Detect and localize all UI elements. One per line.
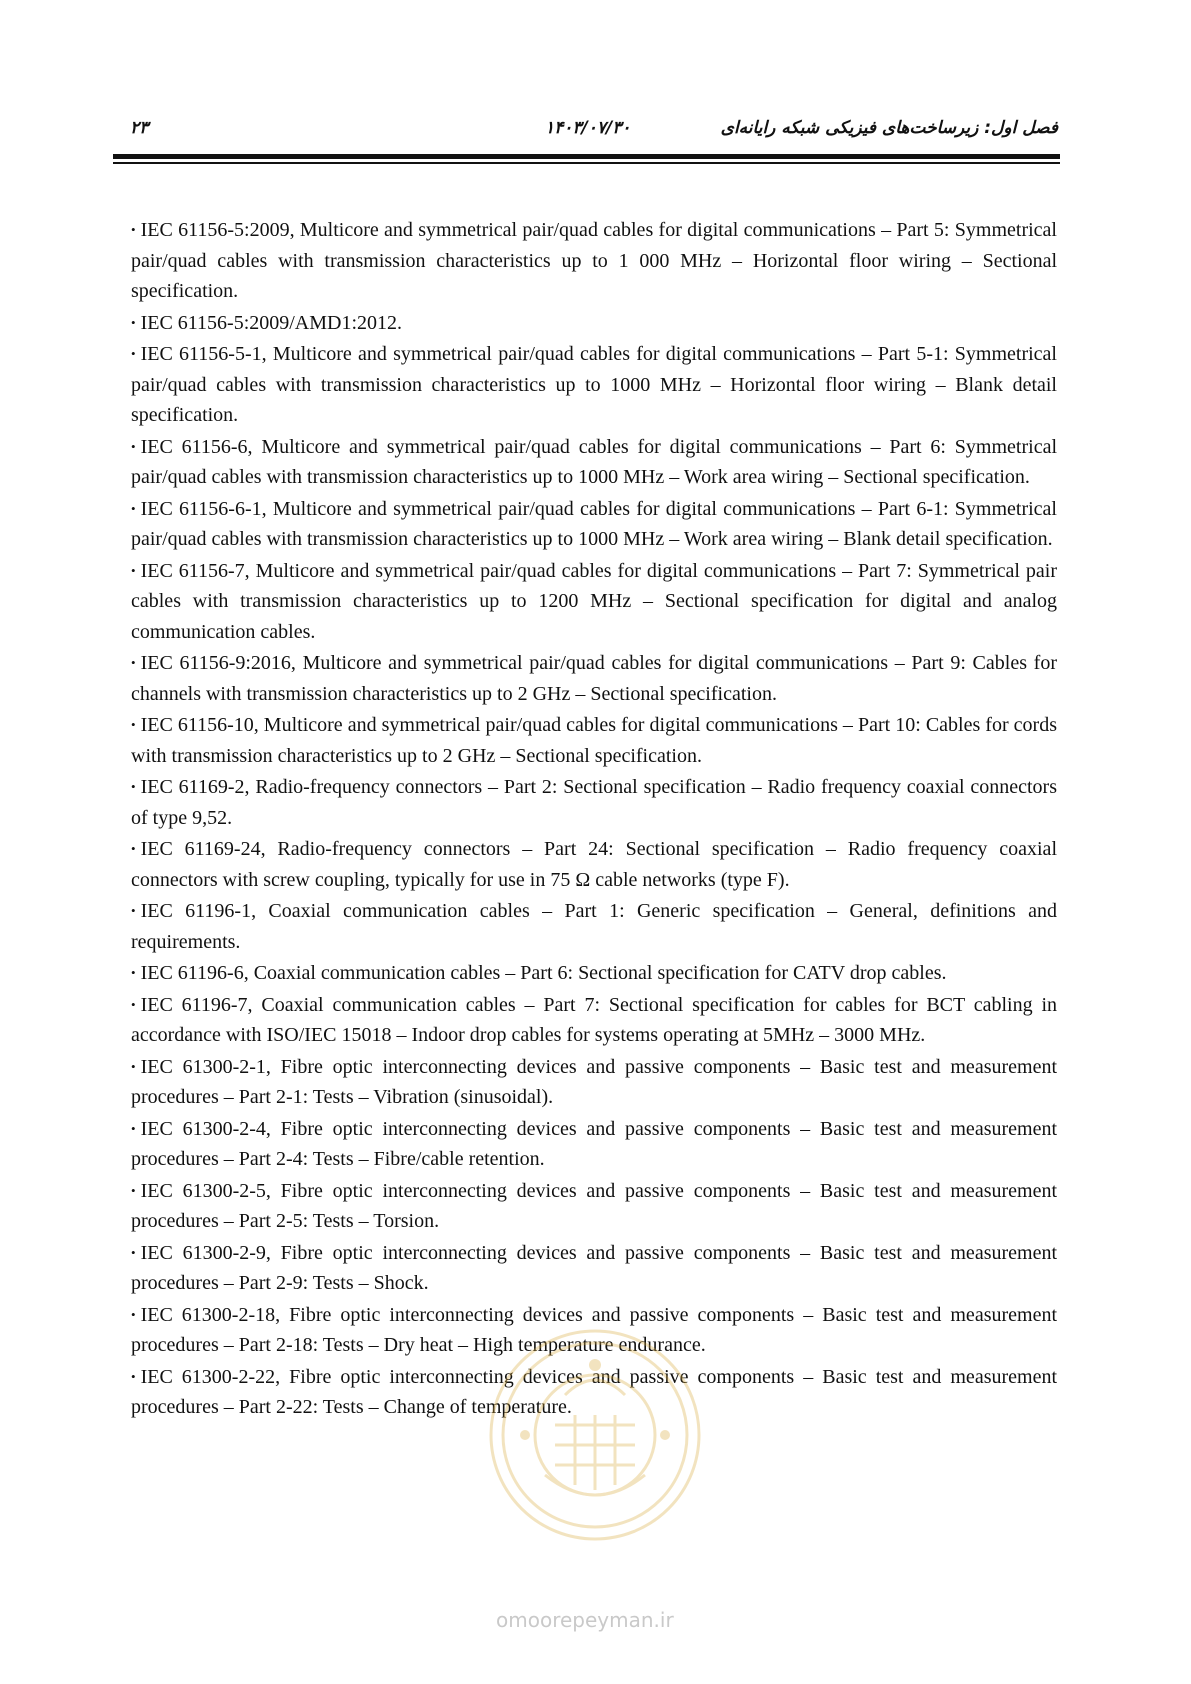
- list-item: [131, 432, 1057, 493]
- bullet-icon: •: [131, 996, 136, 1012]
- bullet-icon: •: [131, 1306, 136, 1322]
- list-item-text: IEC 61156-6-1, Multicore and symmetrical pair/quad cables for digital communications – Part 6-1: Symmetrical pair/quad cables with transmission characteristics up to 1000 MHz – Work area wiring – Blank detail specification.: [131, 497, 1057, 550]
- list-item: [131, 339, 1057, 431]
- header-date: ۱۴۰۳/۰۷/۳۰: [545, 118, 631, 138]
- list-item-text: IEC 61300-2-9, Fibre optic interconnecting devices and passive components – Basic test and measurement procedures – Part 2-9: Tests – Shock.: [131, 1241, 1057, 1294]
- list-item: [131, 958, 1057, 989]
- list-item: [131, 215, 1057, 307]
- bullet-icon: •: [131, 1182, 136, 1198]
- page-header: [120, 118, 1058, 148]
- list-item: [131, 772, 1057, 833]
- bullet-icon: •: [131, 1120, 136, 1136]
- bullet-icon: •: [131, 562, 136, 578]
- list-item-text: IEC 61156-7, Multicore and symmetrical pair/quad cables for digital communications – Part 7: Symmetrical pair cables with transmission characteristics up to 1200 MHz – Sectional specification for digital and analog communication cables.: [131, 559, 1057, 643]
- list-item: [131, 1300, 1057, 1361]
- list-item: [131, 834, 1057, 895]
- list-item-text: IEC 61300-2-5, Fibre optic interconnecting devices and passive components – Basic test and measurement procedures – Part 2-5: Tests – Torsion.: [131, 1179, 1057, 1232]
- bullet-icon: •: [131, 500, 136, 516]
- list-item-text: IEC 61156-6, Multicore and symmetrical pair/quad cables for digital communications – Part 6: Symmetrical pair/quad cables with transmission characteristics up to 1000 MHz – Work area wiring – Sectional specification.: [131, 435, 1057, 488]
- list-item: [131, 896, 1057, 957]
- bullet-icon: •: [131, 1058, 136, 1074]
- bullet-icon: •: [131, 779, 136, 794]
- list-item-text: IEC 61300-2-4, Fibre optic interconnecting devices and passive components – Basic test and measurement procedures – Part 2-4: Tests – Fibre/cable retention.: [131, 1117, 1057, 1170]
- list-item-text: IEC 61196-7, Coaxial communication cables – Part 7: Sectional specification for cables for BCT cabling in accordance with ISO/IEC 15018 – Indoor drop cables for systems operating at 5MHz – 3000 MHz.: [131, 993, 1057, 1046]
- chapter-title: فصل اول: زیرساخت‌های فیزیکی شبکه رایانه‌ای: [720, 118, 1058, 138]
- reference-list: [131, 215, 1057, 1424]
- header-rule-thick: [113, 154, 1060, 159]
- list-item-text: IEC 61169-24, Radio-frequency connectors – Part 24: Sectional specification – Radio frequency coaxial connectors with screw coupling, typically for use in 75 Ω cable networks (type F).: [131, 838, 1057, 891]
- list-item-text: IEC 61300-2-1, Fibre optic interconnecting devices and passive components – Basic test and measurement procedures – Part 2-1: Tests – Vibration (sinusoidal).: [131, 1055, 1057, 1108]
- bullet-icon: •: [131, 346, 136, 361]
- list-item: [131, 556, 1057, 648]
- bullet-icon: •: [131, 222, 136, 237]
- bullet-icon: •: [131, 655, 136, 670]
- bullet-icon: •: [131, 717, 136, 732]
- bullet-icon: •: [131, 965, 136, 980]
- list-item: [131, 1114, 1057, 1175]
- bullet-icon: •: [131, 841, 136, 856]
- list-item: [131, 1238, 1057, 1299]
- list-item-text: IEC 61156-10, Multicore and symmetrical pair/quad cables for digital communications – Part 10: Cables for cords with transmission characteristics up to 2 GHz – Sectional specification.: [131, 714, 1057, 767]
- list-item-text: IEC 61300-2-22, Fibre optic interconnecting devices and passive components – Basic test and measurement procedures – Part 2-22: Tests – Change of temperature.: [131, 1365, 1057, 1418]
- bullet-icon: •: [131, 314, 136, 330]
- list-item: [131, 648, 1057, 709]
- bullet-icon: •: [131, 1368, 136, 1384]
- list-item-text: IEC 61156-5:2009, Multicore and symmetrical pair/quad cables for digital communications – Part 5: Symmetrical pair/quad cables with transmission characteristics up to 1 000 MHz – Horizontal floor wiring – Sectional specification.: [131, 219, 1057, 302]
- list-item: [131, 710, 1057, 771]
- list-item-text: IEC 61156-5:2009/AMD1:2012.: [140, 311, 403, 334]
- header-rule-thin: [113, 162, 1060, 164]
- list-item-text: IEC 61300-2-18, Fibre optic interconnecting devices and passive components – Basic test and measurement procedures – Part 2-18: Tests – Dry heat – High temperature endurance.: [131, 1303, 1057, 1356]
- bullet-icon: •: [131, 903, 136, 918]
- list-item: [131, 1362, 1057, 1423]
- list-item-text: IEC 61196-1, Coaxial communication cables – Part 1: Generic specification – General, definitions and requirements.: [131, 900, 1057, 953]
- list-item-text: IEC 61156-9:2016, Multicore and symmetrical pair/quad cables for digital communications – Part 9: Cables for channels with transmission characteristics up to 2 GHz – Sectional specification.: [131, 652, 1057, 705]
- list-item: [131, 308, 1057, 339]
- list-item-text: IEC 61156-5-1, Multicore and symmetrical pair/quad cables for digital communications – Part 5-1: Symmetrical pair/quad cables with transmission characteristics up to 1000 MHz – Horizontal floor wiring – Blank detail specification.: [131, 343, 1057, 426]
- list-item-text: IEC 61169-2, Radio-frequency connectors – Part 2: Sectional specification – Radio frequency coaxial connectors of type 9,52.: [131, 776, 1057, 829]
- bullet-icon: •: [131, 1244, 136, 1260]
- list-item: [131, 1052, 1057, 1113]
- page-number: ۲۳: [130, 118, 149, 138]
- list-item: [131, 1176, 1057, 1237]
- bullet-icon: •: [131, 438, 136, 454]
- list-item-text: IEC 61196-6, Coaxial communication cables – Part 6: Sectional specification for CATV drop cables.: [140, 962, 947, 984]
- list-item: [131, 494, 1057, 555]
- list-item: [131, 990, 1057, 1051]
- watermark-site: omoorepeyman.ir: [496, 1608, 674, 1632]
